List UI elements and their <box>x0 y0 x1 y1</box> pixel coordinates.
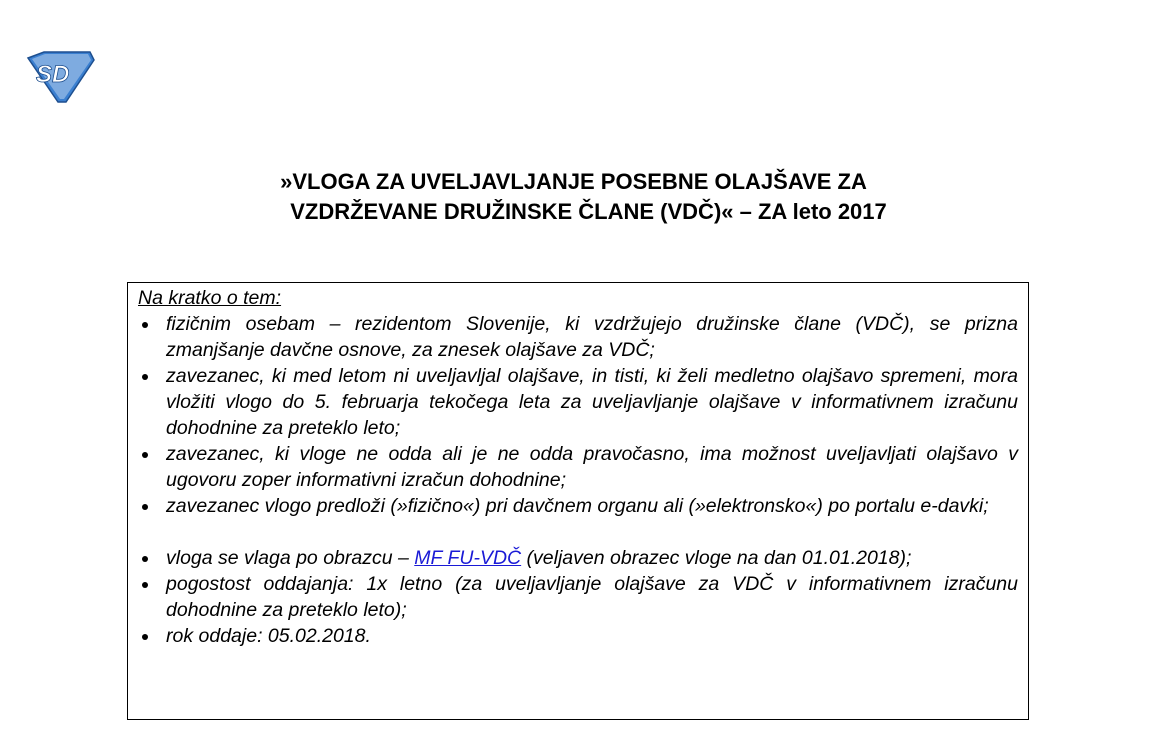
title-line-2: VZDRŽEVANE DRUŽINSKE ČLANE (VDČ)« – ZA leto 2017 <box>290 199 887 224</box>
form-text-after: (veljaven obrazec vloge na dan 01.01.2018); <box>521 547 912 569</box>
list-item: zavezanec, ki med letom ni uveljavljal olajšave, in tisti, ki želi medletno olajšavo spremeni, mora vložiti vlogo do 5. februarja tekočega leta za uveljavljanje olajšave v informativnem izračunu dohodnine za preteklo leto; <box>138 363 1018 441</box>
list-item-form <box>138 545 1018 571</box>
form-text-before: vloga se vlaga po obrazcu – <box>166 547 415 569</box>
title-line-1: »VLOGA ZA UVELJAVLJANJE POSEBNE OLAJŠAVE ZA <box>280 169 867 194</box>
svg-text:SD: SD <box>36 61 70 88</box>
list-item: zavezanec vlogo predloži (»fizično«) pri davčnem organu ali (»elektronsko«) po portalu e-davki; <box>138 493 1018 519</box>
form-link[interactable]: MF FU-VDČ <box>414 547 522 569</box>
summary-intro: Na kratko o tem: <box>138 287 282 309</box>
summary-box <box>127 282 1029 720</box>
list-item: pogostost oddajanja: 1x letno (za uveljavljanje olajšave za VDČ v informativnem izračunu dohodnine za preteklo leto); <box>138 571 1018 623</box>
list-item: fizičnim osebam – rezidentom Slovenije, ki vzdržujejo družinske člane (VDČ), se prizna zmanjšanje davčne osnove, za znesek olajšave za VDČ; <box>138 311 1018 363</box>
sd-shield-logo-icon <box>22 50 96 104</box>
list-item: rok oddaje: 05.02.2018. <box>138 623 1018 649</box>
page-title <box>0 167 1157 227</box>
summary-list-2 <box>138 545 1018 649</box>
summary-list <box>138 311 1018 519</box>
list-item: zavezanec, ki vloge ne odda ali je ne odda pravočasno, ima možnost uveljavljati olajšavo v ugovoru zoper informativni izračun dohodnine; <box>138 441 1018 493</box>
